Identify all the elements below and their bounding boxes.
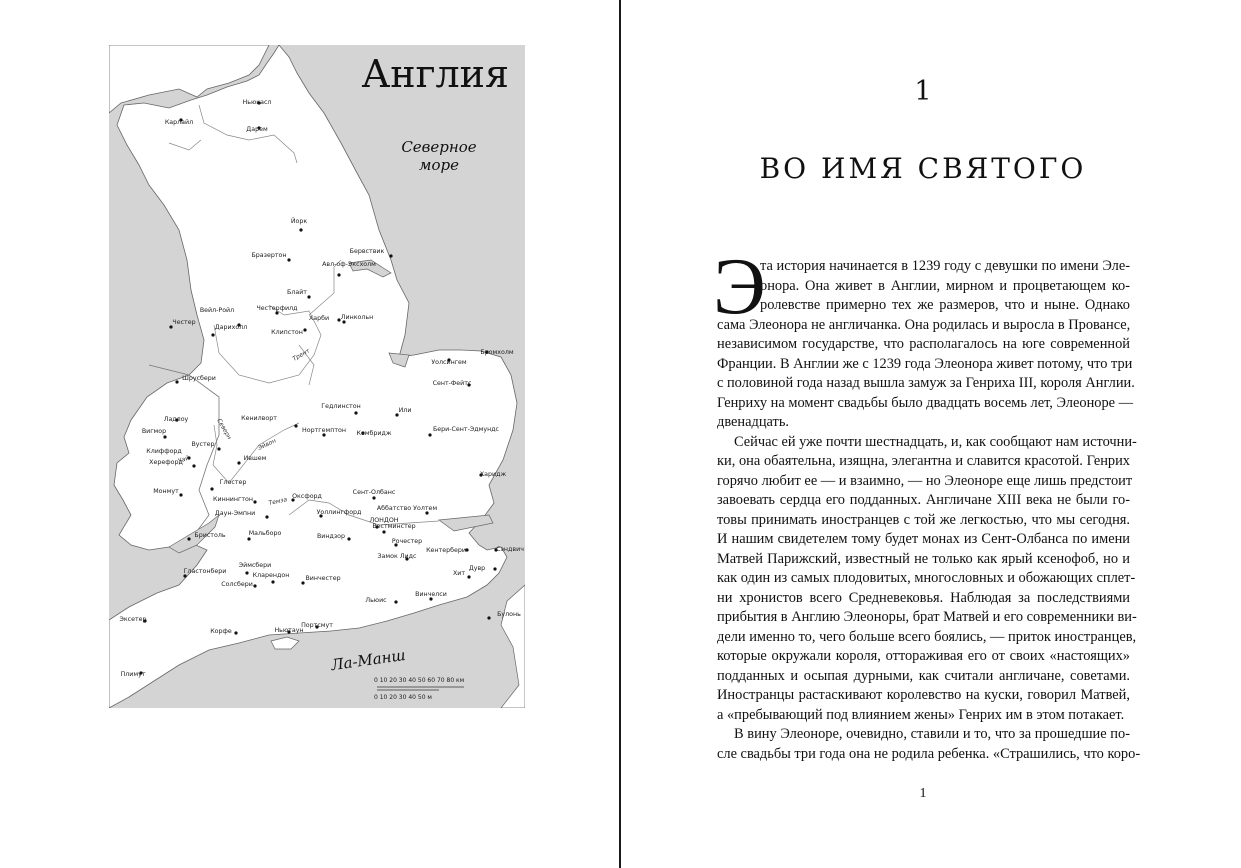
map-title: Англия bbox=[361, 52, 509, 96]
page-number: 1 bbox=[919, 786, 927, 801]
city-label: Корфе bbox=[210, 628, 232, 635]
city-label: Вигмор bbox=[141, 428, 167, 435]
book-spine bbox=[619, 0, 621, 868]
city-dot bbox=[253, 584, 256, 587]
city-dot bbox=[487, 616, 490, 619]
city-label: Шрусбери bbox=[182, 375, 216, 382]
text-line: онора. Она живет в Англии, мирном и процветающем ко- bbox=[760, 277, 1130, 294]
city-label: Ньютаун bbox=[274, 627, 304, 634]
scale-mi: 0 10 20 30 40 50 м bbox=[374, 694, 432, 701]
text-line: а «пребывающий под влиянием жены» Генрих им в этом потакает. bbox=[717, 706, 1125, 723]
text-line: завоевать сердца его подданных. Англичане XIII века не были го- bbox=[717, 492, 1130, 508]
city-dot bbox=[163, 435, 166, 438]
text-line: ни хронистов всего Средневековья. Наблюдая за последствиями bbox=[717, 589, 1130, 606]
city-label: Глостер bbox=[219, 479, 247, 486]
city-label: Уолсингем bbox=[431, 359, 467, 366]
city-dot bbox=[247, 537, 250, 540]
text-line: В вину Элеоноре, очевидно, ставили и то, что за прошедшие по- bbox=[734, 726, 1130, 742]
city-label: Гластонбери bbox=[183, 568, 227, 575]
england-map bbox=[109, 45, 525, 708]
city-label: Эксетер bbox=[119, 616, 147, 623]
city-label: Йорк bbox=[290, 218, 308, 225]
city-label: Кембридж bbox=[356, 430, 392, 437]
river-label: Северн bbox=[215, 417, 233, 441]
city-label: Вейл-Ройл bbox=[199, 307, 235, 314]
city-label: Нортгемптон bbox=[302, 427, 346, 434]
city-dot bbox=[253, 500, 256, 503]
text-line: подданных и осыпая дурными, как считали англичане, советами. bbox=[717, 667, 1130, 684]
city-label: Хит bbox=[452, 570, 466, 577]
city-label: Винчестер bbox=[305, 575, 341, 582]
city-label: Честерфилд bbox=[256, 305, 298, 312]
city-label: Кларендон bbox=[252, 572, 290, 579]
city-dot bbox=[467, 575, 470, 578]
river-label: Трент bbox=[291, 347, 312, 363]
sea-label-north-2: море bbox=[419, 156, 459, 174]
city-label: Вестминстер bbox=[372, 523, 416, 530]
city-dot bbox=[237, 461, 240, 464]
city-dot bbox=[245, 571, 248, 574]
city-dot bbox=[211, 333, 214, 336]
city-label: Бромхолм bbox=[480, 349, 514, 356]
text-line: та история начинается в 1239 году с девушки по имени Эле- bbox=[760, 258, 1130, 274]
city-dot bbox=[303, 328, 306, 331]
city-label: Ладлоу bbox=[163, 416, 189, 423]
city-label: Уоллингфорд bbox=[316, 509, 362, 516]
chapter-number: 1 bbox=[914, 76, 932, 107]
city-label: Аббатство Уолтем bbox=[376, 505, 438, 512]
text-line: Иностранцы растаскивают королевство на куски, говорил Матвей, bbox=[717, 687, 1130, 703]
city-label: Винчелси bbox=[415, 591, 447, 598]
drop-cap: Э bbox=[713, 243, 766, 331]
text-line: Генриху на момент свадьбы было двадцать восемь лет, Элеоноре — bbox=[717, 394, 1134, 411]
city-label: Бери-Сент-Эдмундс bbox=[432, 426, 500, 433]
city-dot bbox=[372, 496, 375, 499]
city-dot bbox=[187, 537, 190, 540]
city-label: Портсмут bbox=[301, 622, 333, 629]
city-dot bbox=[271, 580, 274, 583]
city-label: Гедлинстон bbox=[321, 403, 361, 410]
city-label: Монмут bbox=[153, 488, 179, 495]
text-line: которые окружали короля, оттораживая его от своих «настоящих» bbox=[717, 648, 1130, 664]
city-dot bbox=[301, 581, 304, 584]
city-label: Кентербери bbox=[426, 547, 466, 554]
city-dot bbox=[307, 295, 310, 298]
city-label: Херефорд bbox=[149, 459, 183, 466]
city-dot bbox=[179, 493, 182, 496]
city-dot bbox=[294, 424, 297, 427]
city-label: Виндзор bbox=[316, 533, 346, 540]
river-label: Эйвон bbox=[256, 437, 278, 452]
city-dot bbox=[234, 631, 237, 634]
river-label: Темза bbox=[267, 496, 288, 507]
city-label: Даун-Эмпни bbox=[214, 510, 256, 517]
city-label: ЛОНДОН bbox=[369, 517, 399, 524]
city-label: Ившем bbox=[243, 455, 267, 462]
city-dot bbox=[299, 228, 302, 231]
text-line: ки, она обаятельна, изящна, элегантна и славится красотой. Генрих bbox=[717, 453, 1130, 469]
text-line: ролевстве примерно тех же размеров, что и ныне. Однако bbox=[760, 297, 1130, 313]
text-line: дели именно то, чего больше всего боялись, — приток иностранцев, bbox=[717, 628, 1137, 645]
chapter-title: ВО ИМЯ СВЯТОГО bbox=[759, 152, 1087, 185]
city-label: Дарем bbox=[246, 126, 268, 133]
city-dot bbox=[354, 411, 357, 414]
text-line: сле свадьбы три года она не родила ребенка. «Страшились, что коро- bbox=[717, 745, 1141, 762]
city-label: Бразертон bbox=[251, 252, 287, 259]
text-line: с половиной года назад вышла замуж за Генриха III, короля Англии. bbox=[717, 375, 1135, 391]
city-label: Вустер bbox=[191, 441, 215, 448]
city-label: Клиффорд bbox=[146, 448, 182, 455]
city-label: Сент-Олбанс bbox=[352, 489, 396, 496]
text-line: как один из самых плодовитых, многословных и обожающих сплет- bbox=[717, 570, 1136, 586]
city-label: Плимут bbox=[120, 671, 146, 678]
text-line: товы принимать иностранцев с той же легкостью, что мы сегодня. bbox=[717, 511, 1130, 528]
city-dot bbox=[192, 464, 195, 467]
city-dot bbox=[210, 487, 213, 490]
text-line: независимом государстве, что располагалось на юге современной bbox=[717, 336, 1130, 352]
city-dot bbox=[217, 447, 220, 450]
city-dot bbox=[175, 380, 178, 383]
city-label: Авл-оф-Эксхолм bbox=[322, 261, 376, 268]
city-dot bbox=[337, 273, 340, 276]
text-line: Матвей Парижский, известный не только как ярый ксенофоб, но и bbox=[717, 550, 1130, 567]
city-label: Блайт bbox=[287, 289, 307, 296]
city-dot bbox=[389, 254, 392, 257]
text-line: Сейчас ей уже почти шестнадцать, и, как сообщают нам источни- bbox=[734, 433, 1137, 450]
river-label: Уай bbox=[177, 454, 191, 465]
city-label: Льюис bbox=[365, 597, 387, 604]
city-dot bbox=[287, 258, 290, 261]
city-label: Кенилворт bbox=[241, 415, 277, 422]
text-line: И нашим свидетелем тому будет монах из Сент-Олбанса по имени bbox=[717, 531, 1130, 547]
city-dot bbox=[493, 567, 496, 570]
city-label: Сэндвич bbox=[496, 546, 524, 553]
city-label: Булонь bbox=[497, 611, 521, 618]
city-label: Клипстон bbox=[271, 329, 303, 336]
city-label: Эймсбери bbox=[238, 562, 272, 569]
city-dot bbox=[382, 530, 385, 533]
city-label: Дувр bbox=[468, 565, 486, 572]
city-dot bbox=[394, 600, 397, 603]
city-label: Бристоль bbox=[194, 532, 226, 539]
text-line: Франции. В Англии же с 1239 года Элеонора живет потому, что три bbox=[717, 355, 1133, 372]
text-line: сама Элеонора не англичанка. Она родилась и выросла в Провансе, bbox=[717, 316, 1131, 333]
city-label: Карлайл bbox=[164, 119, 194, 126]
city-label: Или bbox=[398, 407, 412, 414]
text-line: горячо любит ее — и взаимно, — но Элеоноре еще лишь предстоит bbox=[717, 472, 1133, 489]
city-label: Честер bbox=[172, 319, 196, 326]
city-label: Замок Лидс bbox=[377, 553, 417, 560]
city-label: Мальборо bbox=[248, 530, 282, 537]
city-label: Киннингтон bbox=[213, 496, 253, 503]
city-label: Линкольн bbox=[340, 314, 374, 321]
city-label: Бервствик bbox=[349, 248, 385, 255]
city-label: Сент-Фейтс bbox=[432, 380, 472, 387]
text-line: двенадцать. bbox=[717, 414, 789, 430]
sea-label-channel: Ла-Манш bbox=[329, 645, 407, 675]
city-label: Харби bbox=[308, 315, 330, 322]
city-label: Дарихолл bbox=[214, 324, 248, 331]
city-label: Харидж bbox=[479, 471, 507, 478]
sea-label-north-1: Северное bbox=[401, 138, 477, 156]
city-label: Оксфорд bbox=[292, 493, 322, 500]
text-line: прибытия в Англию Элеоноры, брат Матвей и его современники ви- bbox=[717, 609, 1137, 625]
scale-km: 0 10 20 30 40 50 60 70 80 км bbox=[374, 677, 465, 684]
city-dot bbox=[265, 515, 268, 518]
city-label: Ньюкасл bbox=[242, 99, 272, 106]
city-dot bbox=[428, 433, 431, 436]
city-label: Рочестер bbox=[391, 538, 423, 545]
city-dot bbox=[347, 537, 350, 540]
city-label: Солсбери bbox=[221, 581, 253, 588]
